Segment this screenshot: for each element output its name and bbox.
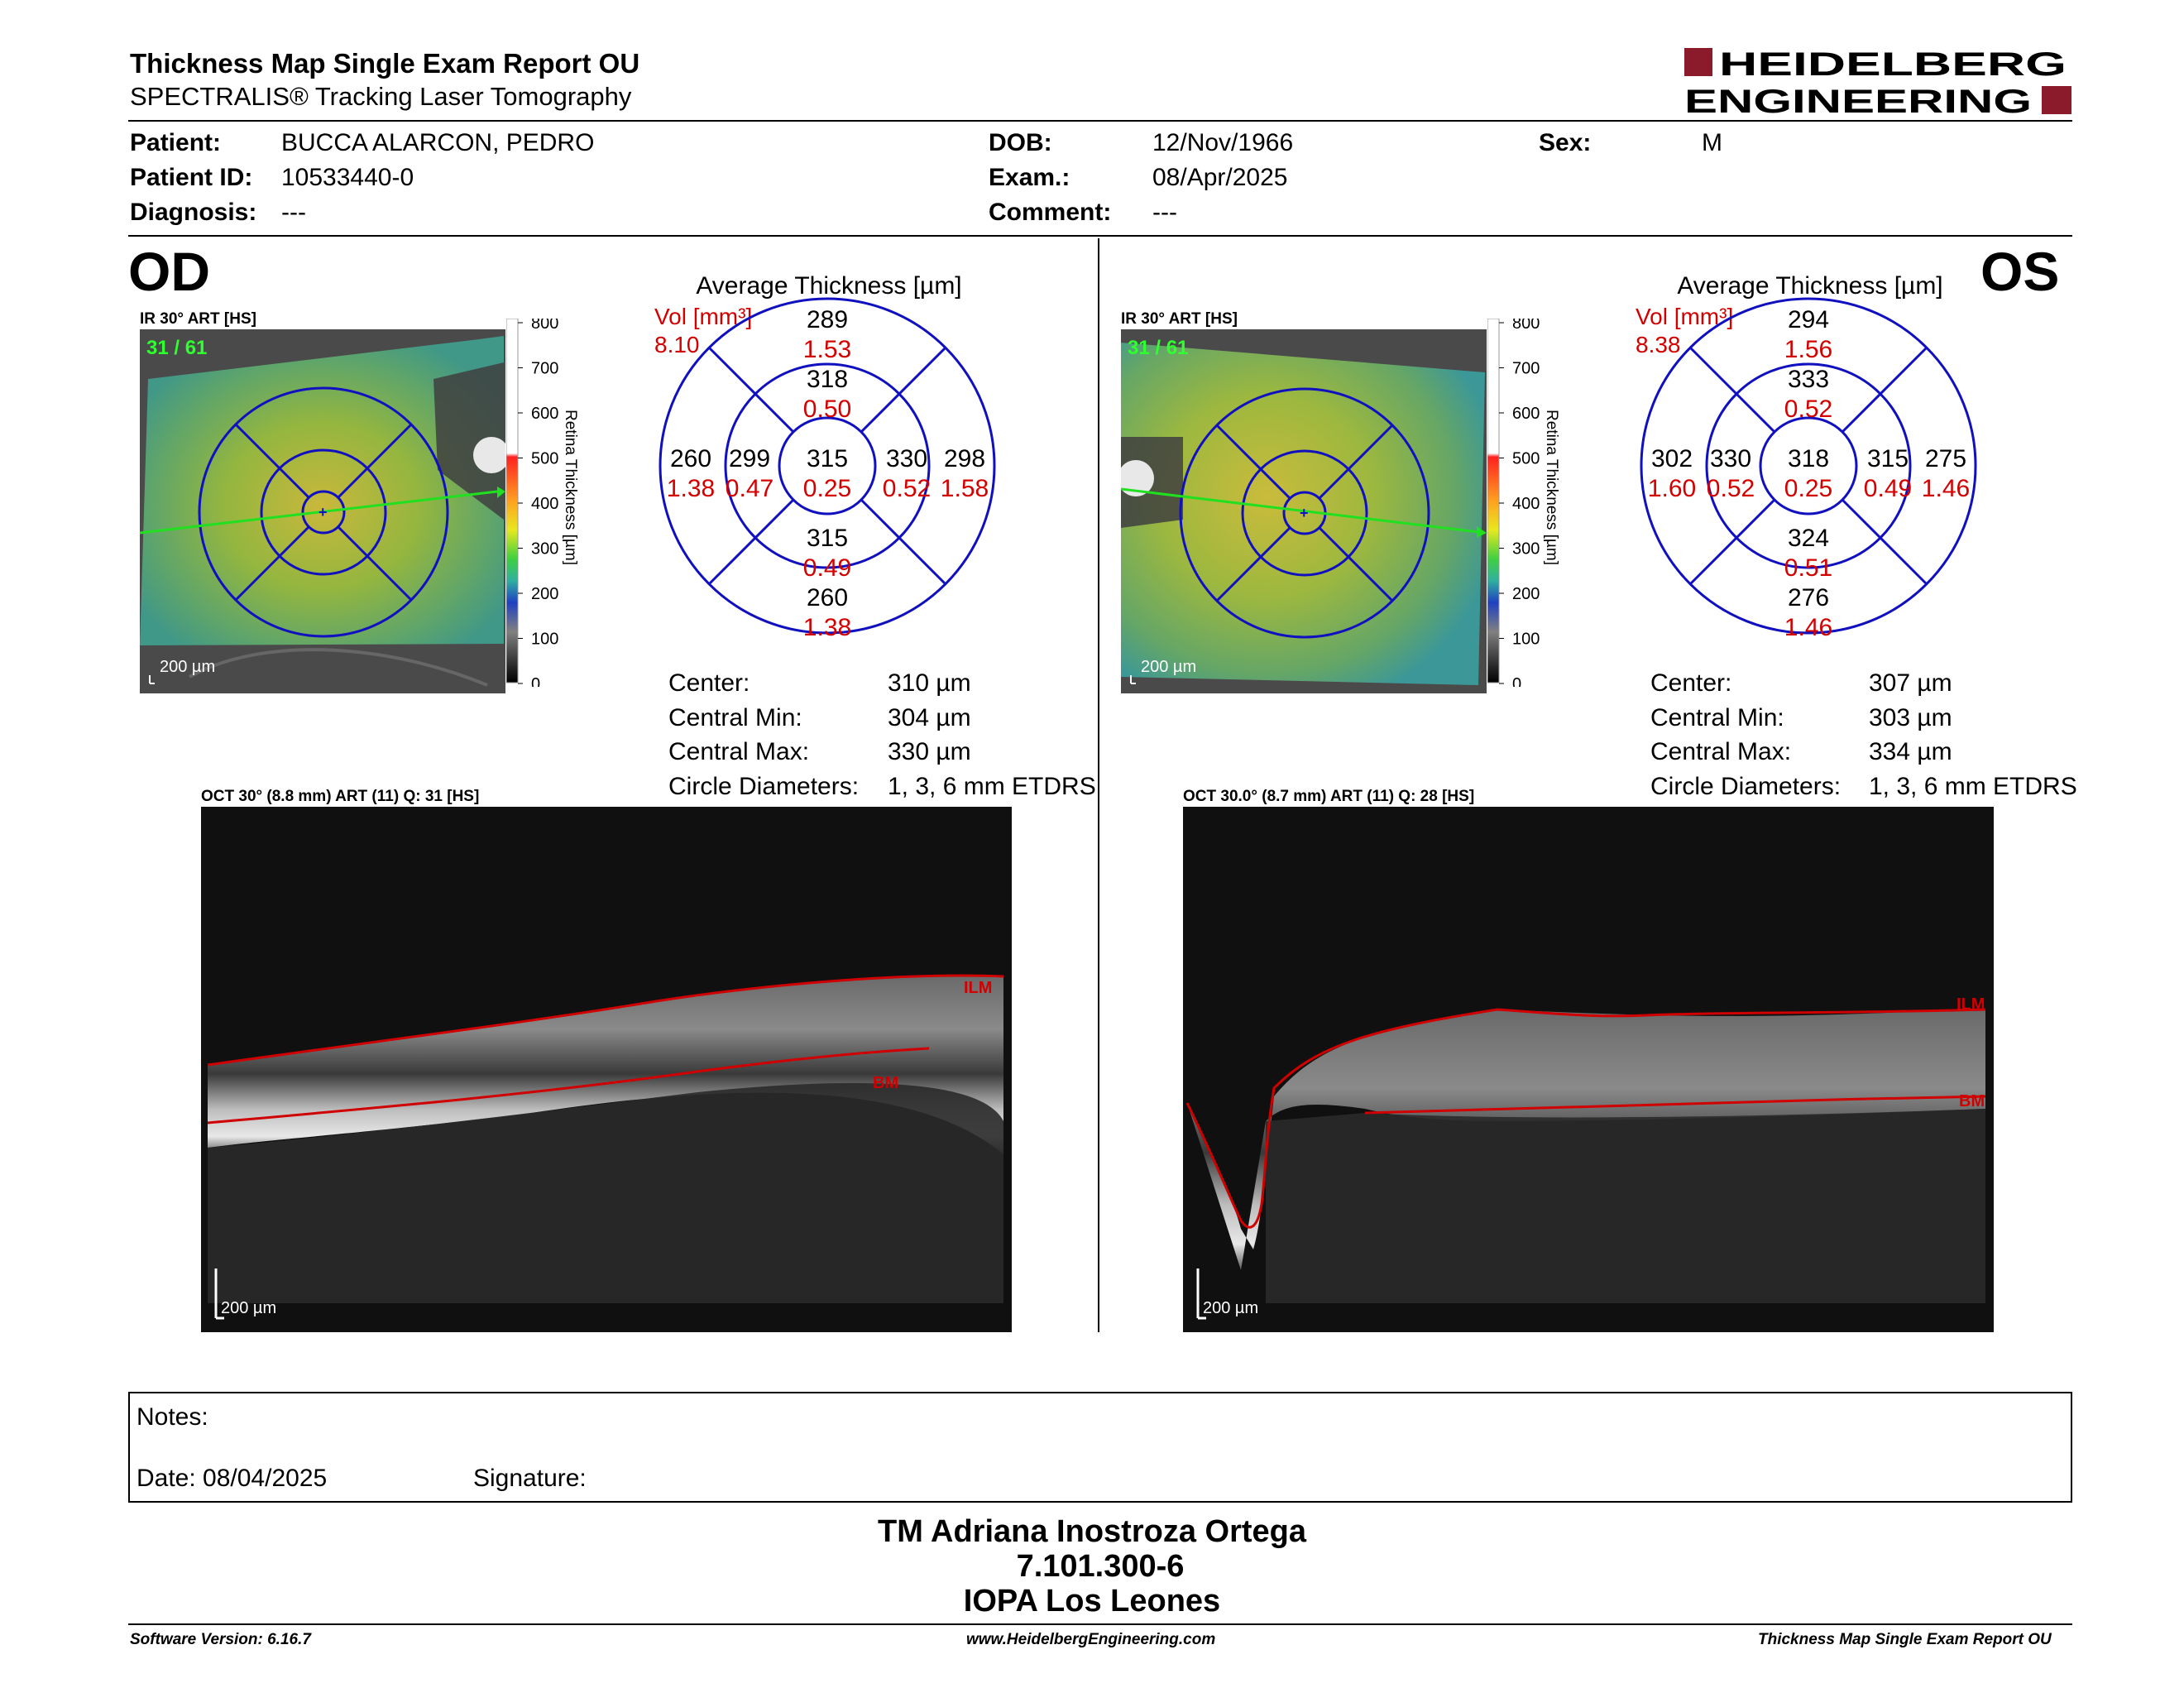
od-thickness-map-svg [645,265,1125,654]
logo-text-line1: HEIDELBERG [1719,46,2067,83]
colorbar-tick-label: 400 [531,495,559,513]
patient-id-label: Patient ID: [130,164,253,191]
os-circle-label: Circle Diameters: [1650,773,1842,800]
os-center-thickness: 318 [1787,445,1830,472]
od-eye-label: OD [128,241,210,302]
colorbar-tick-label: 400 [1512,495,1540,513]
colorbar-tick-label: 300 [531,539,559,559]
od-center-label: Center: [668,669,750,697]
heidelberg-logo [1684,45,2073,117]
od-inner-inf-thickness: 315 [806,525,849,552]
od-bm-label: BM [873,1074,899,1092]
os-circle-value: 1, 3, 6 mm ETDRS [1869,773,2077,800]
colorbar-tick-label: 300 [1512,539,1540,559]
od-inner-right-thickness: 330 [885,445,928,472]
os-colorbar-title: Retina Thickness [µm] [1543,410,1560,565]
dob-label: DOB: [989,129,1052,156]
os-map-spoke [1842,348,1927,432]
os-inner-left-vol: 0.52 [1706,475,1755,502]
os-oct-label: OCT 30.0° (8.7 mm) ART (11) Q: 28 [HS] [1183,788,1475,805]
website-link[interactable]: www.HeidelbergEngineering.com [966,1631,1216,1648]
od-thickness-map [645,265,1125,654]
os-outer-inf-thickness: 276 [1787,584,1830,611]
notes-box[interactable] [128,1392,2072,1503]
signature-label: Signature: [473,1465,587,1492]
od-inner-right-vol: 0.52 [882,475,932,502]
od-outer-inf-thickness: 260 [806,584,849,611]
od-outer-right-thickness: 298 [943,445,986,472]
od-frame-count: 31 / 61 [146,337,208,359]
od-colorbar [506,319,597,687]
od-ilm-label: ILM [964,979,993,997]
os-map-title: Average Thickness [µm] [1677,272,1943,300]
os-fundus-svg [1121,329,1487,693]
header-divider [128,120,2072,122]
colorbar-tick-label: 800 [531,319,559,333]
od-colorbar-svg [506,319,597,687]
od-circle-label: Circle Diameters: [668,773,860,800]
comment-value: --- [1152,199,1177,226]
os-oct-svg [1183,807,1994,1332]
os-oct-scale-label: 200 µm [1203,1299,1259,1317]
os-inner-sup-vol: 0.52 [1784,396,1833,423]
os-colorbar-ticks [1499,319,1540,687]
notes-label: Notes: [136,1403,208,1431]
od-outer-left-thickness: 260 [669,445,712,472]
colorbar-tick-label: 600 [531,405,559,423]
signer-id: 7.101.300-6 [1016,1549,1185,1584]
patient-divider [128,235,2072,237]
os-colorbar-svg [1487,319,1578,687]
comment-label: Comment: [989,199,1112,226]
report-title: Thickness Map Single Exam Report OU [130,48,640,79]
od-scale-label: 200 µm [160,658,216,676]
colorbar-tick-label: 100 [1512,630,1540,649]
os-vol-label: Vol [mm³] [1636,304,1734,329]
od-center-vol: 0.25 [802,475,852,502]
dob-value: 12/Nov/1966 [1152,129,1294,156]
sex-label: Sex: [1539,129,1592,156]
colorbar-tick-label: 100 [531,630,559,649]
od-map-spoke [709,500,793,584]
patient-name: BUCCA ALARCON, PEDRO [281,129,595,156]
signer-institution: IOPA Los Leones [963,1584,1221,1618]
colorbar-tick-label: 700 [531,359,559,378]
os-center-label: Center: [1650,669,1732,697]
od-center-marker: + [318,504,328,520]
od-fundus-svg [140,329,505,693]
colorbar-tick-label: 200 [1512,585,1540,603]
od-map-title: Average Thickness [µm] [696,272,962,300]
od-fundus-image [140,329,505,693]
os-outer-sup-vol: 1.56 [1784,336,1833,363]
os-fundus-image [1121,329,1487,693]
os-map-spoke [1842,500,1927,584]
od-outer-right-vol: 1.58 [940,475,989,502]
od-center-thickness: 315 [806,445,849,472]
od-center-value: 310 µm [888,669,971,697]
os-colorbar [1487,319,1578,687]
od-oct-label: OCT 30° (8.8 mm) ART (11) Q: 31 [HS] [201,788,480,805]
colorbar-tick-label: 500 [531,449,559,468]
diagnosis-label: Diagnosis: [130,199,257,226]
footer-report-name: Thickness Map Single Exam Report OU [1758,1631,2052,1648]
os-bm-label: BM [1959,1092,1985,1110]
exam-label: Exam.: [989,164,1070,191]
os-inner-inf-thickness: 324 [1787,525,1830,552]
od-colorbar-title: Retina Thickness [µm] [562,410,579,565]
od-map-spoke [709,348,793,432]
signer-name: TM Adriana Inostroza Ortega [878,1514,1306,1549]
colorbar-tick-label: 600 [1512,405,1540,423]
od-circle-value: 1, 3, 6 mm ETDRS [888,773,1096,800]
os-inner-right-thickness: 315 [1866,445,1909,472]
od-inner-sup-vol: 0.50 [802,396,852,423]
os-inner-inf-vol: 0.51 [1784,554,1833,582]
od-outer-left-vol: 1.38 [666,475,716,502]
od-vol-total: 8.10 [654,332,700,357]
os-min-label: Central Min: [1650,704,1784,731]
od-colorbar-gradient [506,319,518,683]
os-outer-sup-thickness: 294 [1787,306,1830,333]
od-oct-scale-label: 200 µm [221,1299,277,1317]
colorbar-tick-label: 0 [1512,675,1522,687]
os-max-value: 334 µm [1869,738,1952,765]
os-scale-label: 200 µm [1141,658,1197,676]
os-colorbar-gradient [1487,319,1499,683]
od-inner-left-vol: 0.47 [725,475,774,502]
od-outer-sup-thickness: 289 [806,306,849,333]
od-max-label: Central Max: [668,738,810,765]
os-center-marker: + [1300,505,1309,521]
os-center-value: 307 µm [1869,669,1952,697]
os-ir-label: IR 30° ART [HS] [1121,310,1238,328]
od-min-value: 304 µm [888,704,971,731]
od-inner-sup-thickness: 318 [806,366,849,393]
os-map-spoke [1690,348,1774,432]
os-oct-scan [1183,807,1994,1332]
sex-value: M [1702,129,1722,156]
software-version: Software Version: 6.16.7 [130,1631,311,1648]
os-vol-total: 8.38 [1636,332,1681,357]
footer-divider [128,1623,2072,1625]
od-outer-sup-vol: 1.53 [802,336,852,363]
logo-text-line2: ENGINEERING [1684,84,2032,117]
os-inner-sup-thickness: 333 [1787,366,1830,393]
os-max-label: Central Max: [1650,738,1792,765]
notes-date: Date: 08/04/2025 [136,1465,328,1492]
logo-graphic [1684,45,2073,117]
od-oct-svg [201,807,1012,1332]
os-outer-inf-vol: 1.46 [1784,614,1833,641]
od-map-spoke [861,348,946,432]
logo-square-bottom [2042,86,2071,114]
os-ilm-label: ILM [1956,995,1985,1014]
od-colorbar-ticks [518,319,558,687]
exam-date: 08/Apr/2025 [1152,164,1288,191]
os-outer-right-vol: 1.46 [1921,475,1971,502]
patient-label: Patient: [130,129,222,156]
os-thickness-map-svg [1626,265,2106,654]
colorbar-tick-label: 200 [531,585,559,603]
od-oct-scan [201,807,1012,1332]
od-map-spoke [861,500,946,584]
report-subtitle: SPECTRALIS® Tracking Laser Tomography [130,82,632,111]
os-choroid [1266,1109,1985,1303]
os-outer-right-thickness: 275 [1924,445,1967,472]
od-outer-inf-vol: 1.38 [802,614,852,641]
os-frame-count: 31 / 61 [1128,337,1189,359]
colorbar-tick-label: 800 [1512,319,1540,333]
os-eye-label: OS [1980,241,2060,302]
od-min-label: Central Min: [668,704,802,731]
os-thickness-map [1626,265,2106,654]
os-inner-right-vol: 0.49 [1863,475,1913,502]
os-center-vol: 0.25 [1784,475,1833,502]
colorbar-tick-label: 0 [531,675,541,687]
od-inner-left-thickness: 299 [728,445,771,472]
os-inner-left-thickness: 330 [1709,445,1752,472]
od-ir-label: IR 30° ART [HS] [140,310,256,328]
colorbar-tick-label: 500 [1512,449,1540,468]
patient-id: 10533440-0 [281,164,414,191]
od-max-value: 330 µm [888,738,971,765]
os-outer-left-thickness: 302 [1650,445,1693,472]
os-min-value: 303 µm [1869,704,1952,731]
logo-square-top [1684,48,1712,76]
od-vol-label: Vol [mm³] [654,304,753,329]
colorbar-tick-label: 700 [1512,359,1540,378]
diagnosis-value: --- [281,199,306,226]
od-inner-inf-vol: 0.49 [802,554,852,582]
os-map-spoke [1690,500,1774,584]
os-outer-left-vol: 1.60 [1647,475,1697,502]
